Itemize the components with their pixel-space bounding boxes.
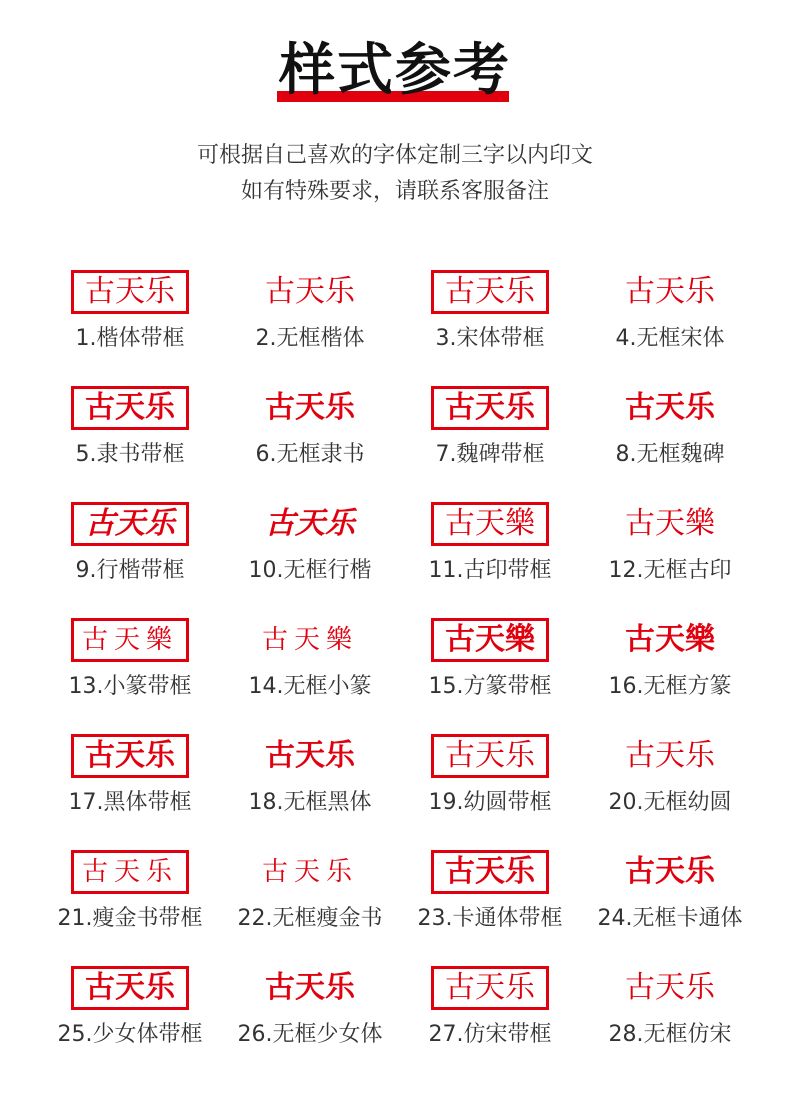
style-caption: 12.无框古印: [608, 558, 732, 583]
style-option[interactable]: [580, 842, 760, 958]
style-option[interactable]: [40, 958, 220, 1074]
style-caption: 28.无框仿宋: [608, 1022, 732, 1047]
style-caption: 21.瘦金书带框: [57, 906, 203, 931]
style-option[interactable]: [580, 958, 760, 1074]
seal-sample-framed: 古天乐: [71, 386, 189, 430]
seal-sample-framed: 古天乐: [431, 270, 549, 314]
style-option[interactable]: [220, 726, 400, 842]
style-caption: 22.无框瘦金书: [237, 906, 383, 931]
style-option[interactable]: [400, 958, 580, 1074]
style-option[interactable]: [40, 726, 220, 842]
style-option[interactable]: [580, 378, 760, 494]
seal-sample-framed: 古天樂: [431, 502, 549, 546]
style-option[interactable]: [580, 726, 760, 842]
seal-sample-framed: 古天乐: [431, 966, 549, 1010]
style-option[interactable]: [220, 494, 400, 610]
style-caption: 9.行楷带框: [75, 558, 185, 583]
style-option[interactable]: [400, 610, 580, 726]
seal-sample-framed: 古天乐: [431, 734, 549, 778]
style-caption: 14.无框小篆: [248, 674, 372, 699]
page-title: 样式参考: [279, 38, 511, 103]
style-option[interactable]: [580, 262, 760, 378]
style-caption: 27.仿宋带框: [428, 1022, 552, 1047]
style-caption: 4.无框宋体: [615, 326, 725, 351]
style-caption: 10.无框行楷: [248, 558, 372, 583]
seal-sample: 古天乐: [265, 390, 355, 425]
style-caption: 7.魏碑带框: [435, 442, 545, 467]
seal-sample-framed: 古天乐: [71, 270, 189, 314]
intro-line-2: 如有特殊要求，请联系客服备注: [240, 179, 549, 204]
seal-sample: 古天樂: [261, 625, 358, 655]
style-option[interactable]: [400, 262, 580, 378]
style-caption: 15.方篆带框: [428, 674, 552, 699]
seal-sample: 古天乐: [625, 970, 715, 1005]
style-caption: 17.黑体带框: [68, 790, 192, 815]
style-option[interactable]: [400, 378, 580, 494]
style-option[interactable]: [40, 262, 220, 378]
style-option[interactable]: [580, 494, 760, 610]
style-caption: 20.无框幼圆: [608, 790, 732, 815]
seal-sample-framed: 古天乐: [71, 502, 189, 546]
title-block: [0, 36, 790, 114]
seal-sample-framed: 古天乐: [431, 386, 549, 430]
seal-sample: 古天乐: [265, 970, 355, 1005]
seal-sample-framed: 古天乐: [71, 850, 189, 894]
seal-sample: 古天乐: [625, 738, 715, 773]
style-caption: 6.无框隶书: [255, 442, 365, 467]
style-caption: 1.楷体带框: [75, 326, 185, 351]
style-grid: [40, 262, 760, 1074]
style-option[interactable]: [40, 494, 220, 610]
style-caption: 13.小篆带框: [68, 674, 192, 699]
style-option[interactable]: [220, 842, 400, 958]
style-option[interactable]: [40, 842, 220, 958]
seal-sample: 古天乐: [625, 854, 715, 889]
seal-sample-framed: 古天乐: [71, 734, 189, 778]
seal-sample-framed: 古天乐: [431, 850, 549, 894]
style-caption: 18.无框黑体: [248, 790, 372, 815]
style-option[interactable]: [400, 842, 580, 958]
seal-sample-framed: 古天乐: [71, 966, 189, 1010]
seal-sample: 古天樂: [625, 506, 715, 541]
style-caption: 2.无框楷体: [255, 326, 365, 351]
seal-sample: 古天乐: [261, 857, 358, 887]
style-option[interactable]: [40, 610, 220, 726]
seal-sample: 古天乐: [265, 738, 355, 773]
style-caption: 25.少女体带框: [57, 1022, 203, 1047]
style-option[interactable]: [400, 494, 580, 610]
style-option[interactable]: [580, 610, 760, 726]
seal-sample-framed: 古天樂: [431, 618, 549, 662]
style-caption: 5.隶书带框: [75, 442, 185, 467]
style-option[interactable]: [220, 378, 400, 494]
style-caption: 23.卡通体带框: [417, 906, 563, 931]
seal-sample: 古天樂: [625, 622, 715, 657]
style-caption: 26.无框少女体: [237, 1022, 383, 1047]
style-option[interactable]: [400, 726, 580, 842]
style-caption: 11.古印带框: [428, 558, 552, 583]
style-caption: 24.无框卡通体: [597, 906, 743, 931]
style-option[interactable]: [220, 958, 400, 1074]
style-option[interactable]: [220, 610, 400, 726]
style-caption: 19.幼圆带框: [428, 790, 552, 815]
seal-sample-framed: 古天樂: [71, 618, 189, 662]
intro-line-1: 可根据自己喜欢的字体定制三字以内印文: [196, 143, 593, 168]
style-option[interactable]: [40, 378, 220, 494]
seal-sample: 古天乐: [625, 390, 715, 425]
style-caption: 16.无框方篆: [608, 674, 732, 699]
seal-sample: 古天乐: [265, 506, 355, 541]
style-caption: 3.宋体带框: [435, 326, 545, 351]
style-caption: 8.无框魏碑: [615, 442, 725, 467]
style-option[interactable]: [220, 262, 400, 378]
seal-sample: 古天乐: [265, 274, 355, 309]
seal-sample: 古天乐: [625, 274, 715, 309]
